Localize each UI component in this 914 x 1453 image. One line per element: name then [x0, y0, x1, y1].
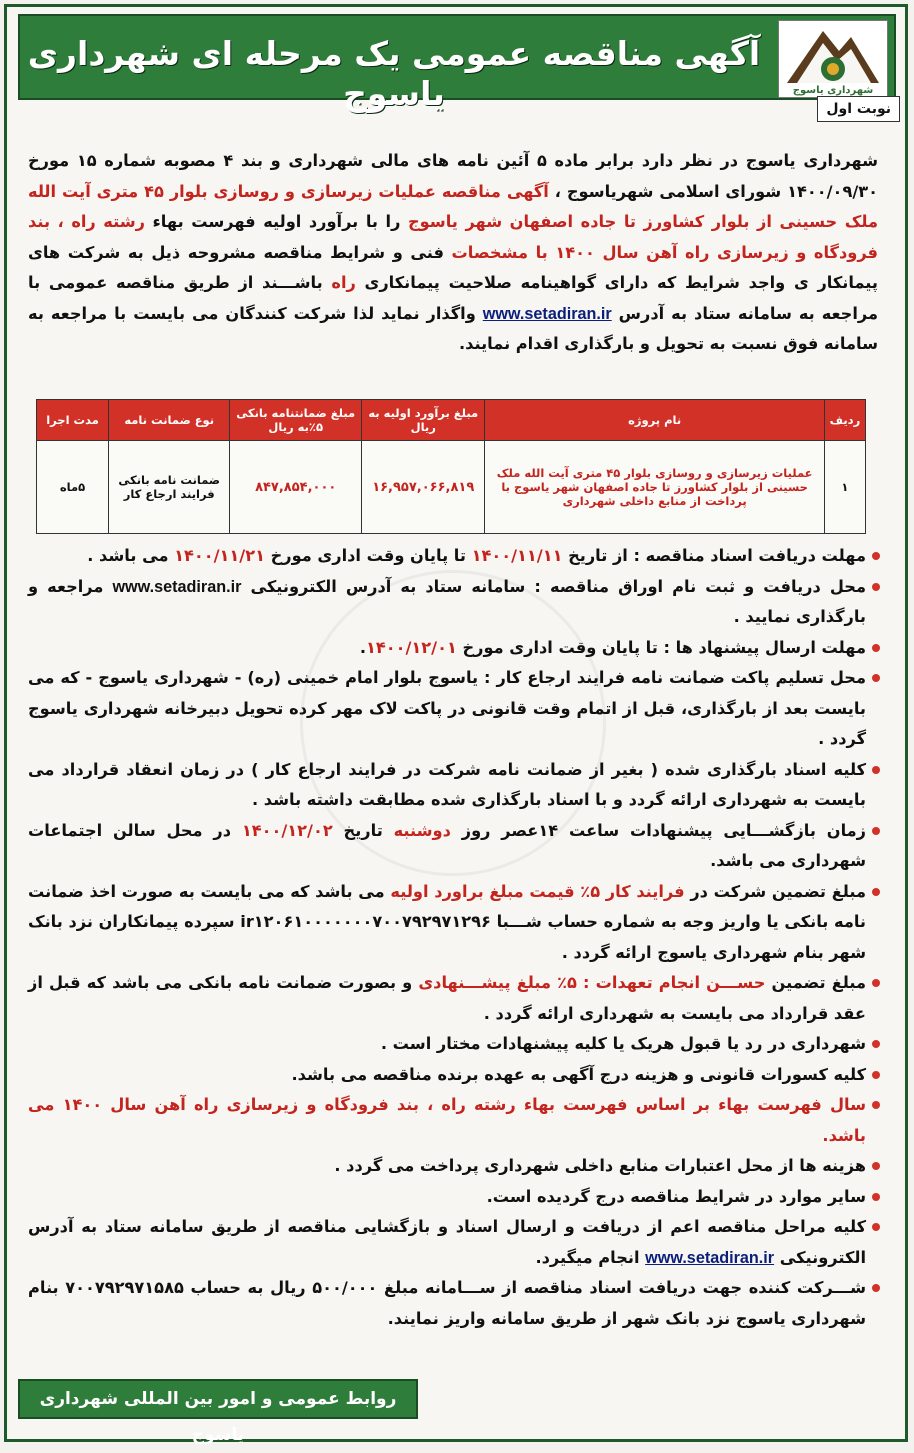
item-text: می باشد که می بایست به صورت اخذ ضمانت نامه بانکی یا واریز وجه به شماره حساب شـــبا ir۱۲۰۶۱۰۰۰۰۰۰۰۷۰۰۷۹۲۹۷۱۲۹۶ سپرده پیمانکاران نزد بانک شهر بنام شهرداری یاسوج ارائه گردد .: [28, 881, 867, 962]
list-item: [28, 1029, 882, 1060]
list-item: [28, 1212, 882, 1273]
municipality-logo: [778, 20, 888, 98]
setadiran-link[interactable]: www.setadiran.ir: [482, 304, 612, 323]
list-item: [28, 816, 882, 877]
table-header-cell: نوع ضمانت نامه: [109, 400, 230, 441]
list-item: [28, 968, 882, 1029]
item-text: زمان بازگشـــایی پیشنهادات ساعت ۱۴عصر روز: [450, 820, 866, 840]
list-item: [28, 1151, 882, 1182]
list-item: [28, 877, 882, 969]
guarantee-type: ضمانت نامه بانکی فرایند ارجاع کار: [109, 441, 230, 534]
item-text: مهلت ارسال پیشنهاد ها : تا پایان وقت اداری مورخ: [456, 637, 866, 657]
row-index: ۱: [824, 441, 865, 534]
item-text: تاریخ: [332, 820, 394, 840]
list-item: [28, 1273, 882, 1334]
item-text: شـــرکت کننده جهت دریافت اسناد مناقصه از ســـامانه مبلغ ۵۰۰/۰۰۰ ریال به حساب ۷۰۰۷۹۲۹۷۱۵۸۵ بنام شهرداری یاسوج نزد بانک شهر از طریق سامانه واریز نمایند.: [28, 1278, 866, 1328]
item-text: کلیه کسورات قانونی و هزینه درج آگهی به عهده برنده مناقصه می باشد.: [291, 1064, 866, 1084]
item-text: مبلغ تضمین شرکت در: [684, 881, 866, 901]
conditions-list: [28, 541, 882, 1334]
item-text: کلیه مراحل مناقصه اعم از دریافت و ارسال اسناد و بازگشایی مناقصه از طریق سامانه ستاد به آدرس الکترونیکی: [28, 1217, 866, 1267]
list-item: [28, 755, 882, 816]
intro-text: باشـــند از طریق مناقصه عمومی با مراجعه به سامانه ستاد به آدرس: [28, 273, 878, 323]
item-text: کلیه اسناد بارگذاری شده ( بغیر از ضمانت نامه شرکت در فرایند ارجاع کار ) در زمان انعقاد قرارداد می بایست به شهرداری ارائه گردد و با اسناد بارگذاری شده مطابقت داشته باشد .: [28, 759, 866, 809]
item-text: مراجعه و بارگذاری نمایید .: [28, 576, 866, 626]
list-item: [28, 1090, 882, 1151]
estimate-amount: ۱۶,۹۵۷,۰۶۶,۸۱۹: [362, 441, 485, 534]
item-text: سایر موارد در شرایط مناقصه درج گردیده است.: [486, 1186, 866, 1206]
item-highlight: سال فهرست بهاء بر اساس فهرست بهاء رشته راه ، بند فرودگاه و زیرسازی راه آهن سال ۱۴۰۰ می باشد.: [28, 1095, 866, 1145]
intro-highlight: راه: [331, 273, 356, 292]
item-text: در محل سالن اجتماعات شهرداری می باشد.: [28, 820, 866, 870]
item-text: تا پایان وقت اداری مورخ: [264, 546, 472, 565]
table-header-cell: ردیف: [824, 400, 865, 441]
project-table: [36, 399, 866, 534]
item-highlight: ۱۴۰۰/۱۲/۰۱: [365, 637, 457, 657]
list-item: [28, 1060, 882, 1091]
list-item: [28, 541, 882, 572]
edition-badge: نوبت اول: [817, 96, 900, 122]
table-header-cell: مبلغ برآورد اولیه به ریال: [362, 400, 485, 441]
table-header-row: [37, 400, 866, 441]
table-header-cell: نام پروژه: [485, 400, 824, 441]
page-title: آگهی مناقصه عمومی یک مرحله ای شهرداری یاسوج: [27, 34, 761, 113]
intro-text: را با برآورد اولیه فهرست بهاء: [144, 212, 408, 231]
intro-text: واگذار نماید لذا شرکت کنندگان می بایست با مراجعه به سامانه فوق نسبت به تحویل و بارگذاری اقدام نمایند.: [28, 303, 878, 353]
list-item: [28, 1182, 882, 1213]
intro-highlight: آگهی مناقصه عملیات زیرسازی و روسازی بلوار ۴۵ متری آیت الله ملک حسینی از بلوار کشاورز تا جاده اصفهان شهر یاسوج: [28, 181, 878, 231]
item-text: مهلت دریافت اسناد مناقصه : از تاریخ: [562, 546, 866, 565]
list-item: [28, 572, 882, 633]
list-item: [28, 663, 882, 755]
item-text: محل دریافت و ثبت نام اوراق مناقصه : سامانه ستاد به آدرس الکترونیکی: [241, 576, 866, 596]
table-header-cell: مبلغ ضمانتنامه بانکی ۵٪به ریال: [230, 400, 362, 441]
logo-text: شهرداری یاسوج: [792, 85, 874, 96]
item-text: مبلغ تضمین: [765, 973, 866, 992]
table-header-cell: مدت اجرا: [37, 400, 109, 441]
table-row: [37, 441, 866, 534]
list-item: [28, 633, 882, 664]
item-highlight: ۱۴۰۰/۱۱/۲۱: [174, 546, 265, 565]
item-text: محل تسلیم پاکت ضمانت نامه فرایند ارجاع کار : یاسوج بلوار امام خمینی (ره) - شهرداری یاسوج - که می بایست بعد از بارگذاری، قبل از اتمام وقت قانونی در پاکت لاک مهر کرده تحویل دبیرخانه شهرداری یاسوج گردد .: [28, 668, 866, 748]
logo-mountain-icon: [779, 21, 887, 87]
guarantee-amount: ۸۴۷,۸۵۴,۰۰۰: [230, 441, 362, 534]
item-text: شهرداری در رد یا قبول هریک یا کلیه پیشنهادات مختار است .: [380, 1034, 866, 1053]
item-text: هزینه ها از محل اعتبارات منابع داخلی شهرداری پرداخت می گردد .: [334, 1156, 866, 1175]
intro-paragraph: [28, 146, 878, 360]
duration: ۵ماه: [37, 441, 109, 534]
item-text: انجام میگیرد.: [535, 1247, 646, 1267]
intro-highlight: رشته راه ، بند فرودگاه و زیرسازی راه آهن سال ۱۴۰۰ با مشخصات: [28, 212, 879, 262]
setadiran-link[interactable]: www.setadiran.ir: [112, 577, 242, 596]
project-name: عملیات زیرسازی و روسازی بلوار ۴۵ متری آیت الله ملک حسینی از بلوار کشاورز تا جاده اصفهان شهر یاسوج با پرداخت از منابع داخلی شهرداری: [485, 441, 824, 534]
intro-text: فنی و شرایط مناقصه مشروحه ذیل به شرکت های پیمانکار ی واجد شرایط که دارای گواهینامه صلاحیت پیمانکاری: [28, 242, 878, 292]
item-highlight: فرایند کار ۵٪ قیمت مبلغ براورد اولیه: [390, 881, 685, 901]
item-highlight: حســـن انجام تعهدات : ۵٪ مبلغ پیشـــنهادی: [418, 973, 766, 992]
item-text: .: [359, 637, 366, 657]
footer-banner: روابط عمومی و امور بین المللی شهرداری یاسوج: [18, 1379, 418, 1419]
item-highlight: دوشنبه: [393, 820, 451, 840]
setadiran-link[interactable]: www.setadiran.ir: [645, 1248, 775, 1267]
item-text: می باشد .: [87, 546, 175, 565]
item-text: و بصورت ضمانت نامه بانکی می باشد که قبل از عقد قرارداد می بایست به شهرداری ارائه گردد .: [28, 973, 866, 1023]
item-highlight: ۱۴۰۰/۱۲/۰۲: [241, 820, 333, 840]
item-highlight: ۱۴۰۰/۱۱/۱۱: [471, 546, 563, 565]
intro-text: شهرداری یاسوج در نظر دارد برابر ماده ۵ آئین نامه های مالی شهرداری و بند ۴ مصوبه شماره ۱۵ مورخ ۱۴۰۰/۰۹/۳۰ شورای اسلامی شهریاسوج ،: [28, 151, 878, 201]
